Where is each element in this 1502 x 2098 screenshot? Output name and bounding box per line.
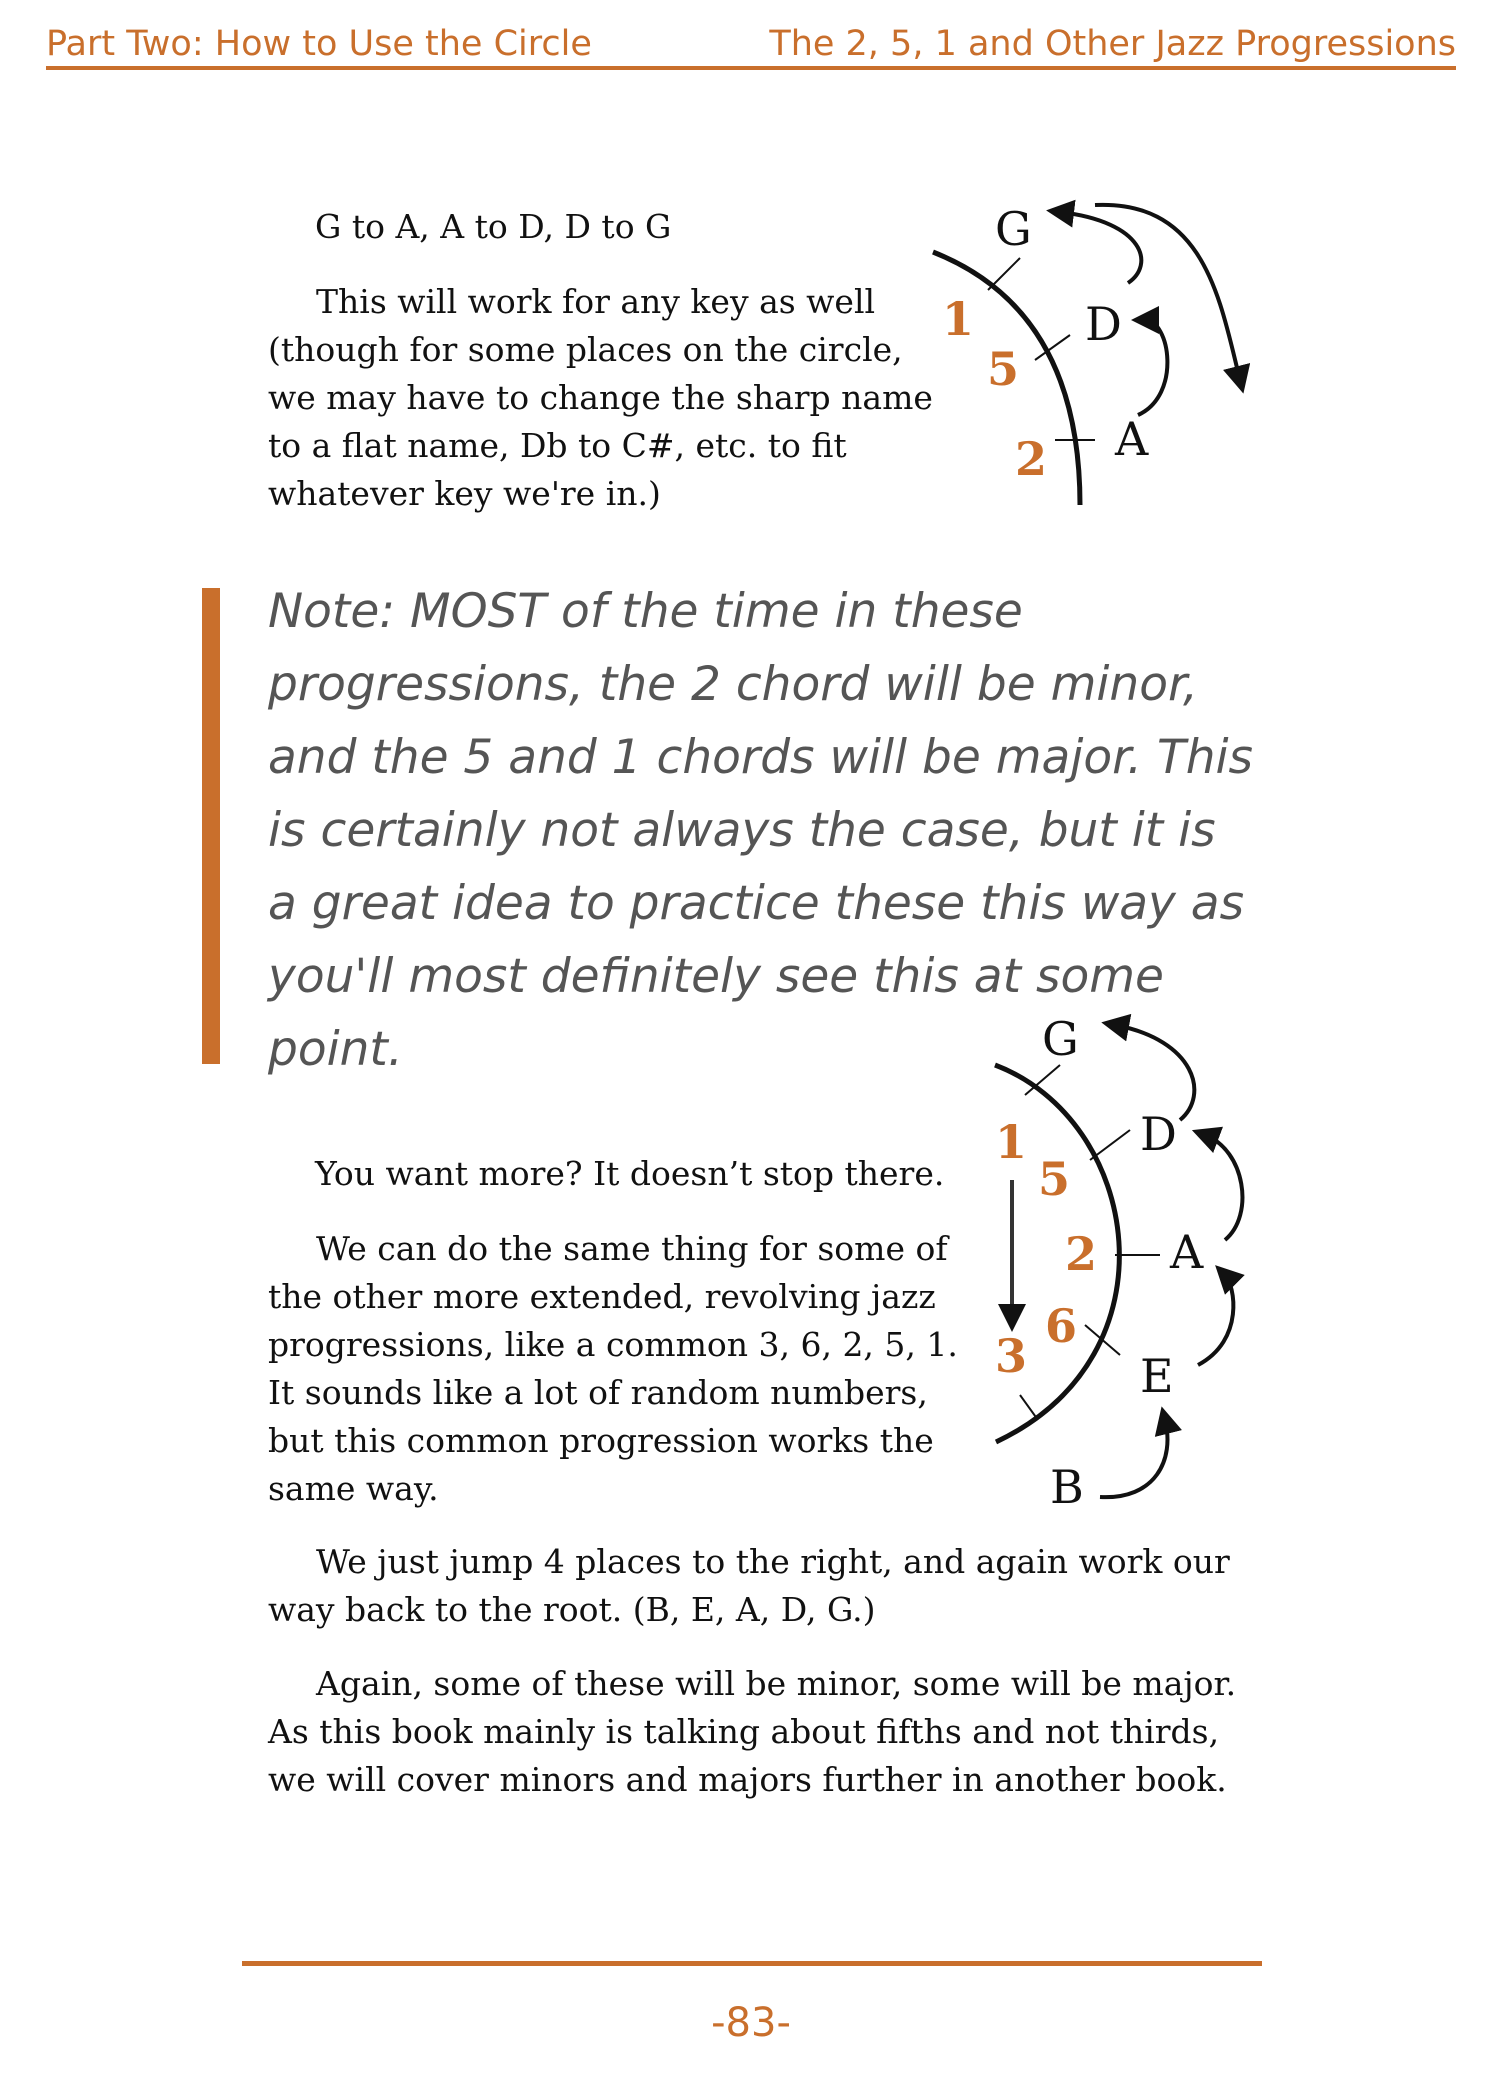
paragraph-extended: We can do the same thing for some of the other more extended, revolving jazz progressions, like a common 3, 6, 2, 5, 1. It sounds like a lot of random numbers, but this common progression works the same way. (268, 1229, 958, 1508)
callout-bar (202, 588, 220, 1064)
paragraph-minors-majors: Again, some of these will be minor, some will be major. As this book mainly is talking about fifths and not thirds, we will cover minors and majors further in another book. (268, 1664, 1237, 1799)
note-label: E (1140, 1349, 1174, 1403)
running-header (46, 22, 1456, 70)
circle-diagram-3-6-2-5-1 (980, 1000, 1280, 1520)
progression-line: G to A, A to D, D to G (315, 207, 672, 246)
paragraph-jump: We just jump 4 places to the right, and again work our way back to the root. (B, E, A, D, G.) (268, 1542, 1230, 1629)
degree-label: 2 (1065, 1227, 1098, 1281)
arrow-e-to-a (1198, 1275, 1233, 1365)
note-label: D (1085, 297, 1122, 351)
arrow-d-to-g (1060, 212, 1141, 283)
paragraph-key-note: This will work for any key as well (though for some places on the circle, we may have to change the sharp name to a flat name, Db to C#, etc. to fit whatever key we're in.) (268, 282, 933, 513)
page-number: -83- (711, 2000, 791, 2046)
note-label: A (1115, 412, 1149, 466)
paragraph-more: You want more? It doesn’t stop there. (315, 1154, 945, 1193)
degree-label: 5 (987, 342, 1020, 396)
arrow-a-to-d (1138, 320, 1167, 415)
arrow-d-to-g (1115, 1025, 1194, 1120)
degree-label: 5 (1038, 1152, 1071, 1206)
chapter-title: Part Two: How to Use the Circle (46, 24, 592, 64)
tick-mark (1085, 1325, 1120, 1355)
note-label: D (1140, 1107, 1177, 1161)
tick-mark (1020, 1395, 1038, 1420)
note-callout: Note: MOST of the time in these progressions, the 2 chord will be minor, and the 5 and 1 chords will be major. This is certainly not always the case, but it is a great idea to practice these this way as you'll most definitely see this at some point. (268, 584, 1254, 1077)
note-label: A (1170, 1225, 1204, 1279)
degree-label: 1 (995, 1115, 1028, 1169)
degree-label: 6 (1045, 1299, 1078, 1353)
footer-rule (242, 1961, 1262, 1966)
note-label: B (1050, 1460, 1084, 1514)
degree-label: 3 (995, 1329, 1028, 1383)
circle-diagram-2-5-1 (920, 190, 1290, 520)
degree-label: 1 (942, 292, 975, 346)
degree-label: 2 (1015, 432, 1048, 486)
tick-mark (1090, 1130, 1130, 1160)
section-title: The 2, 5, 1 and Other Jazz Progressions (769, 24, 1456, 64)
note-label: G (1042, 1012, 1079, 1066)
tick-mark (988, 258, 1020, 290)
arrow-a-to-d (1205, 1135, 1242, 1240)
note-label: G (995, 202, 1032, 256)
arrow-b-to-e (1100, 1420, 1167, 1497)
